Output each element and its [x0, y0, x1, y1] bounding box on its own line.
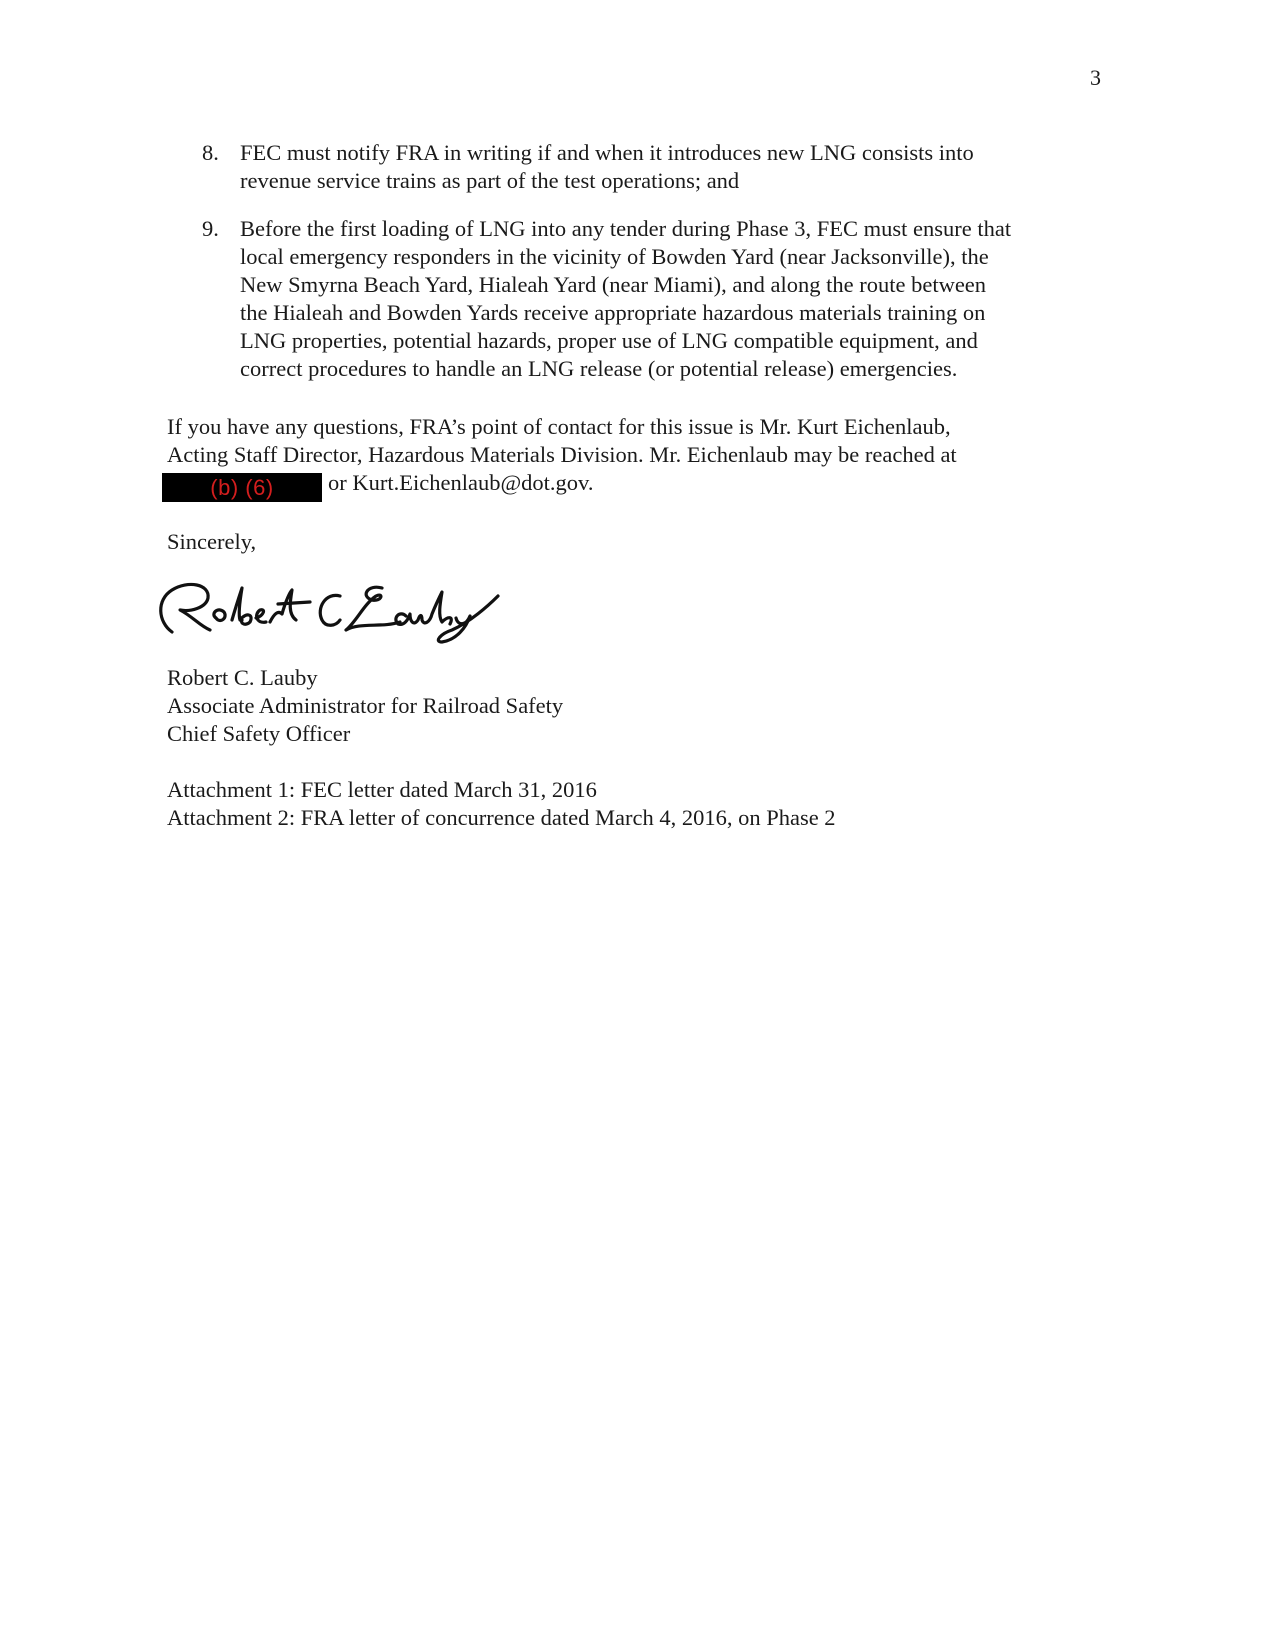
- contact-email-text: or Kurt.Eichenlaub@dot.gov.: [328, 470, 594, 495]
- signer-name: Robert C. Lauby: [167, 665, 318, 690]
- list-item-text: [240, 139, 1112, 195]
- text-line: the Hialeah and Bowden Yards receive appropriate hazardous materials training on: [240, 300, 986, 325]
- attachments-list: [167, 776, 836, 832]
- signature-block: [167, 664, 563, 748]
- text-line: LNG properties, potential hazards, proper use of LNG compatible equipment, and: [240, 328, 978, 353]
- signer-title: Associate Administrator for Railroad Safety: [167, 693, 564, 718]
- text-line: local emergency responders in the vicinity of Bowden Yard (near Jacksonville), the: [240, 244, 989, 269]
- attachment-item: Attachment 2: FRA letter of concurrence dated March 4, 2016, on Phase 2: [167, 805, 836, 830]
- text-line: New Smyrna Beach Yard, Hialeah Yard (near Miami), and along the route between: [240, 272, 987, 297]
- contact-paragraph: [167, 413, 1127, 502]
- list-item: [202, 139, 1112, 195]
- text-line: [167, 469, 1127, 502]
- text-line: If you have any questions, FRA’s point of contact for this issue is Mr. Kurt Eichenlaub,: [167, 414, 951, 439]
- page-number: 3: [1090, 65, 1101, 90]
- redaction-box: (b) (6): [162, 473, 322, 502]
- text-line: revenue service trains as part of the test operations; and: [240, 168, 740, 193]
- closing: Sincerely,: [167, 529, 257, 554]
- text-line: correct procedures to handle an LNG release (or potential release) emergencies.: [240, 356, 958, 381]
- list-item: [202, 215, 1112, 383]
- list-item-text: [240, 215, 1112, 383]
- list-item-number: 8.: [202, 140, 219, 165]
- text-line: Acting Staff Director, Hazardous Materials Division. Mr. Eichenlaub may be reached at: [167, 442, 957, 467]
- signature: [150, 570, 520, 650]
- text-line: Before the first loading of LNG into any tender during Phase 3, FEC must ensure that: [240, 216, 1012, 241]
- attachment-item: Attachment 1: FEC letter dated March 31, 2016: [167, 777, 597, 802]
- list-item-number: 9.: [202, 216, 219, 241]
- signer-title: Chief Safety Officer: [167, 721, 351, 746]
- conditions-list: [202, 139, 1112, 403]
- text-line: FEC must notify FRA in writing if and when it introduces new LNG consists into: [240, 140, 974, 165]
